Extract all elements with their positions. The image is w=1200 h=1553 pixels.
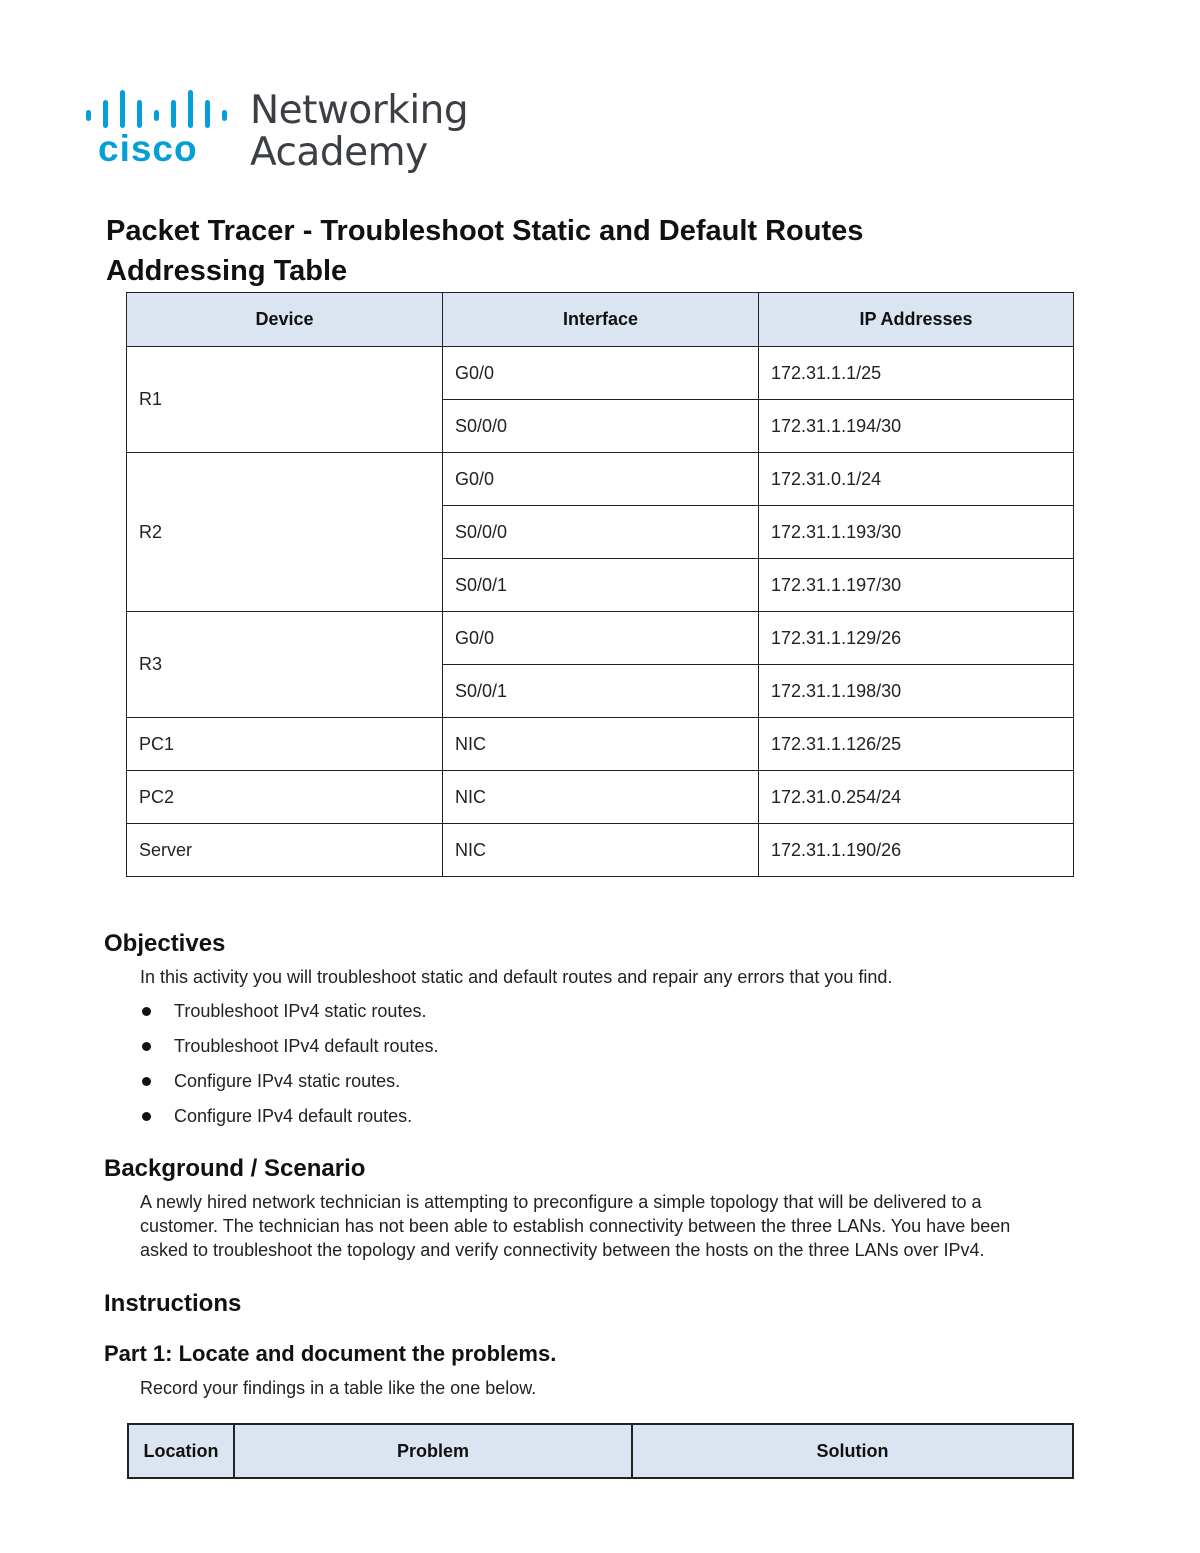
- device-cell: R1: [127, 347, 443, 453]
- addressing-table: [126, 292, 1074, 877]
- table-row: [127, 718, 1074, 771]
- interface-cell: S0/0/0: [443, 506, 759, 559]
- column-header-solution: Solution: [632, 1424, 1073, 1478]
- findings-table: [127, 1423, 1074, 1479]
- column-header-ip: IP Addresses: [759, 293, 1074, 347]
- interface-cell: G0/0: [443, 347, 759, 400]
- background-heading: Background / Scenario: [104, 1155, 366, 1182]
- part1-heading: Part 1: Locate and document the problems.: [104, 1341, 557, 1366]
- ip-cell: 172.31.1.129/26: [759, 612, 1074, 665]
- interface-cell: S0/0/0: [443, 400, 759, 453]
- column-header-problem: Problem: [234, 1424, 632, 1478]
- list-item: Configure IPv4 static routes.: [140, 1068, 439, 1103]
- cisco-wordmark: cisco: [98, 128, 198, 169]
- ip-cell: 172.31.0.254/24: [759, 771, 1074, 824]
- table-row: [127, 453, 1074, 506]
- ip-cell: 172.31.1.126/25: [759, 718, 1074, 771]
- ip-cell: 172.31.1.1/25: [759, 347, 1074, 400]
- logo-networking-text: Networking: [250, 88, 469, 133]
- ip-cell: 172.31.1.198/30: [759, 665, 1074, 718]
- cisco-networking-academy-logo: [86, 88, 469, 178]
- interface-cell: NIC: [443, 771, 759, 824]
- ip-cell: 172.31.0.1/24: [759, 453, 1074, 506]
- table-row: [127, 771, 1074, 824]
- instructions-heading: Instructions: [104, 1290, 242, 1317]
- ip-cell: 172.31.1.194/30: [759, 400, 1074, 453]
- device-cell: PC2: [127, 771, 443, 824]
- table-header-row: [128, 1424, 1073, 1478]
- interface-cell: NIC: [443, 824, 759, 877]
- table-row: [127, 347, 1074, 400]
- column-header-device: Device: [127, 293, 443, 347]
- logo-academy-text: Academy: [250, 130, 428, 175]
- ip-cell: 172.31.1.193/30: [759, 506, 1074, 559]
- ip-cell: 172.31.1.197/30: [759, 559, 1074, 612]
- background-line: customer. The technician has not been able to establish connectivity between the three LANs. You have been: [140, 1216, 1011, 1236]
- device-cell: R2: [127, 453, 443, 612]
- interface-cell: G0/0: [443, 453, 759, 506]
- ip-cell: 172.31.1.190/26: [759, 824, 1074, 877]
- part1-text: Record your findings in a table like the one below.: [140, 1378, 537, 1398]
- interface-cell: S0/0/1: [443, 559, 759, 612]
- device-cell: Server: [127, 824, 443, 877]
- background-line: asked to troubleshoot the topology and verify connectivity between the hosts on the three LANs over IPv4.: [140, 1240, 985, 1260]
- document-title: Packet Tracer - Troubleshoot Static and Default Routes: [106, 215, 864, 247]
- table-row: [127, 612, 1074, 665]
- column-header-location: Location: [128, 1424, 234, 1478]
- table-row: [127, 824, 1074, 877]
- background-paragraph: [140, 1190, 1100, 1262]
- table-header-row: [127, 293, 1074, 347]
- device-cell: PC1: [127, 718, 443, 771]
- interface-cell: G0/0: [443, 612, 759, 665]
- list-item: Configure IPv4 default routes.: [140, 1103, 439, 1138]
- interface-cell: NIC: [443, 718, 759, 771]
- device-cell: R3: [127, 612, 443, 718]
- objectives-heading: Objectives: [104, 930, 226, 957]
- interface-cell: S0/0/1: [443, 665, 759, 718]
- objectives-list: [140, 998, 439, 1138]
- objectives-intro: In this activity you will troubleshoot static and default routes and repair any errors that you find.: [140, 967, 893, 987]
- addressing-table-heading: Addressing Table: [106, 255, 348, 287]
- background-line: A newly hired network technician is attempting to preconfigure a simple topology that will be delivered to a: [140, 1192, 982, 1212]
- list-item: Troubleshoot IPv4 static routes.: [140, 998, 439, 1033]
- list-item: Troubleshoot IPv4 default routes.: [140, 1033, 439, 1068]
- cisco-bridge-icon: [86, 88, 236, 128]
- column-header-interface: Interface: [443, 293, 759, 347]
